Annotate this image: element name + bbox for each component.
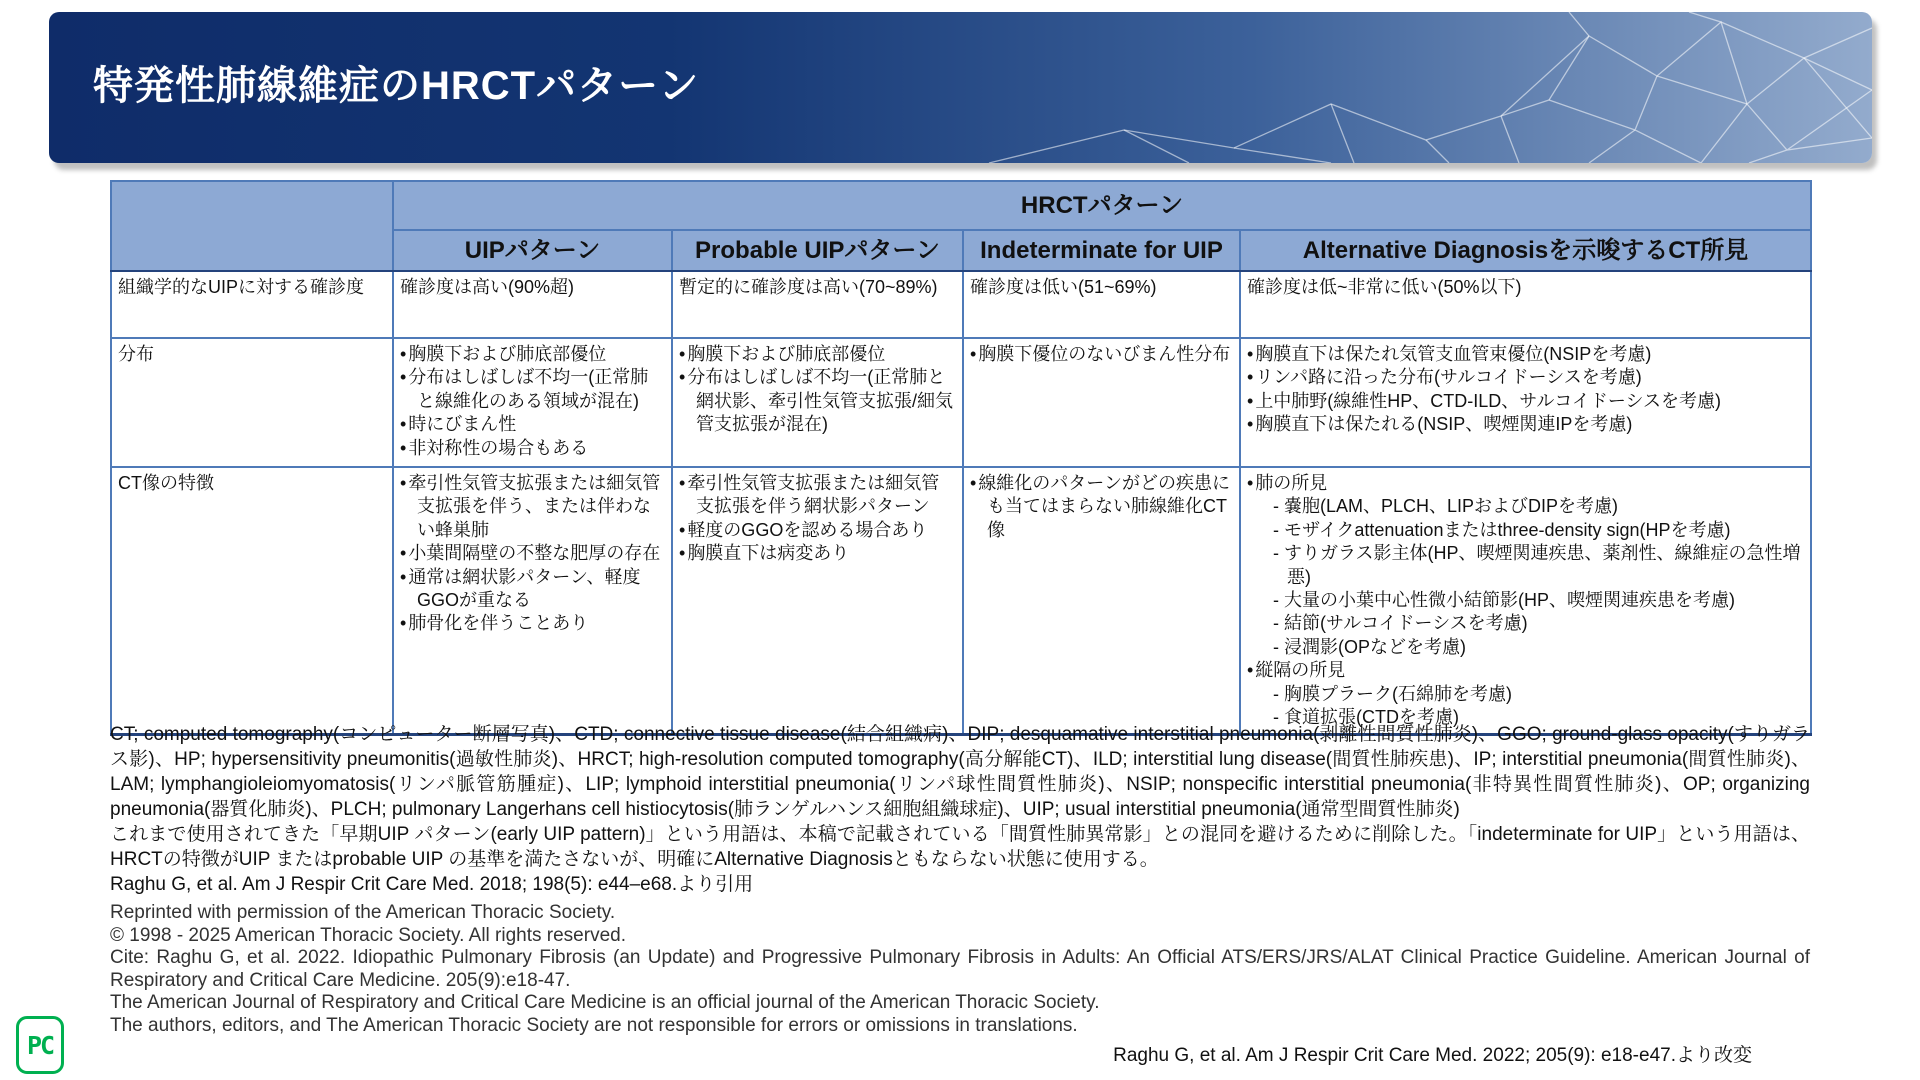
- sub-item: - 浸潤影(OPなどを考慮): [1247, 636, 1804, 659]
- table-cell: [393, 271, 672, 338]
- bullet-item: • 胸膜直下は保たれ気管支血管束優位(NSIPを考慮): [1247, 343, 1804, 366]
- permission-block: [110, 902, 1810, 1037]
- sub-item: - 大量の小葉中心性微小結節影(HP、喫煙関連疾患を考慮): [1247, 589, 1804, 612]
- table-cell: [672, 467, 963, 735]
- sub-item: - 胸膜プラーク(石綿肺を考慮): [1247, 683, 1804, 706]
- journal-line: The American Journal of Respiratory and Critical Care Medicine is an official journal of the American Thoracic Society.: [110, 992, 1100, 1013]
- bullet-item: • 小葉間隔壁の不整な肥厚の存在: [400, 542, 665, 565]
- disclaimer-line: The authors, editors, and The American Thoracic Society are not responsible for errors or omissions in translations.: [110, 1014, 1078, 1036]
- table-cell: [1240, 271, 1811, 338]
- cell-text: 暫定的に確診度は高い(70~89%): [679, 277, 938, 297]
- table-cell: [672, 338, 963, 467]
- bullet-item: • 肺骨化を伴うことあり: [400, 612, 665, 635]
- sub-item: - 結節(サルコイドーシスを考慮): [1247, 612, 1804, 635]
- cell-text: 確診度は低~非常に低い(50%以下): [1247, 277, 1522, 297]
- slide-header-banner: [49, 12, 1872, 163]
- cell-text: 確診度は低い(51~69%): [970, 277, 1157, 297]
- abbreviations-note: CT; computed tomography(コンピューター断層写真)、CTD; connective tissue disease(結合組織病)、DIP; desquamative interstitial pneumonia(剥離性間質性肺炎)、GGO; ground-glass opacity(すりガラス影)、HP; hypersensitivity pneumonitis(過敏性肺炎)、HRCT; high-resolution computed tomography(高分解能CT)、ILD; interstitial lung disease(間質性肺疾患)、IP; interstitial pneumonia(間質性肺炎)、LAM; lymphangioleiomyomatosis(リンパ脈管筋腫症)、LIP; lymphoid interstitial pneumonia(リンパ球性間質性肺炎)、NSIP; nonspecific interstitial pneumonia(非特異性間質性肺炎)、OP; organizing pneumonia(器質化肺炎)、PLCH; pulmonary Langerhans cell histiocytosis(肺ランゲルハンス細胞組織球症)、UIP; usual interstitial pneumonia(通常型間質性肺炎): [110, 724, 1810, 820]
- bullet-item: • 線維化のパターンがどの疾患にも当てはまらない肺線維化CT像: [970, 472, 1233, 542]
- bullet-item: • 胸膜下および肺底部優位: [679, 343, 956, 366]
- citation-2022: Raghu G, et al. Am J Respir Crit Care Med. 2022; 205(9): e18-e47.より改変: [1113, 1045, 1752, 1066]
- table-cell: [1240, 467, 1811, 735]
- bullet-item: • 牽引性気管支拡張または細気管支拡張を伴う網状影パターン: [679, 472, 956, 519]
- bullet-item: • 分布はしばしば不均一(正常肺と網状影、牽引性気管支拡張/細気管支拡張が混在): [679, 366, 956, 436]
- table-cell: [393, 338, 672, 467]
- permission-line: Reprinted with permission of the American Thoracic Society.: [110, 902, 616, 923]
- bullet-item: • 胸膜直下は保たれる(NSIP、喫煙関連IPを考慮): [1247, 413, 1804, 436]
- table-cell: [1240, 338, 1811, 467]
- footnote-block: [110, 722, 1810, 897]
- copyright-line: © 1998 - 2025 American Thoracic Society. All rights reserved.: [110, 924, 626, 946]
- table-cell: [963, 271, 1240, 338]
- bullet-item: • リンパ路に沿った分布(サルコイドーシスを考慮): [1247, 366, 1804, 389]
- corner-cell: [111, 181, 393, 271]
- cite-line: Cite: Raghu G, et al. 2022. Idiopathic Pulmonary Fibrosis (an Update) and Progressive Pulmonary Fibrosis in Adults: An Official ATS/ERS/JRS/ALAT Clinical Practice Guideline. American Journal of Respiratory and Critical Care Medicine. 205(9):e18-47.: [110, 947, 1810, 991]
- bullet-item: • 縦隔の所見: [1247, 659, 1804, 682]
- bullet-item: • 通常は網状影パターン、軽度GGOが重なる: [400, 566, 665, 613]
- col-header-uip: UIPパターン: [393, 230, 672, 271]
- table-cell: [963, 338, 1240, 467]
- bullet-item: • 軽度のGGOを認める場合あり: [679, 519, 956, 542]
- cell-text: 確診度は高い(90%超): [400, 277, 575, 297]
- bullet-item: • 上中肺野(線維性HP、CTD-ILD、サルコイドーシスを考慮): [1247, 390, 1804, 413]
- page-title: 特発性肺線維症のHRCTパターン: [93, 64, 700, 108]
- sub-item: - すりガラス影主体(HP、喫煙関連疾患、薬剤性、線維症の急性増悪): [1247, 542, 1804, 589]
- bullet-item: • 時にびまん性: [400, 413, 665, 436]
- hrct-pattern-table: [110, 180, 1812, 736]
- row-label-confidence: 組織学的なUIPに対する確診度: [111, 271, 393, 338]
- col-header-indeterminate: Indeterminate for UIP: [963, 230, 1240, 271]
- pc-logo: PC: [16, 1016, 64, 1074]
- row-label-distribution: 分布: [111, 338, 393, 467]
- table-cell: [393, 467, 672, 735]
- row-label-ct-features: CT像の特徴: [111, 467, 393, 735]
- bullet-item: • 分布はしばしば不均一(正常肺と線維化のある領域が混在): [400, 366, 665, 413]
- span-header: HRCTパターン: [393, 181, 1811, 230]
- col-header-probable-uip: Probable UIPパターン: [672, 230, 963, 271]
- bullet-item: • 非対称性の場合もある: [400, 437, 665, 460]
- bullet-item: • 牽引性気管支拡張または細気管支拡張を伴う、または伴わない蜂巣肺: [400, 472, 665, 542]
- bullet-item: • 胸膜直下は病変あり: [679, 542, 956, 565]
- terminology-note: これまで使用されてきた「早期UIP パターン(early UIP pattern)」という用語は、本稿で記載されている「間質性肺異常影」との混同を避けるために削除した。「indeterminate for UIP」という用語は、HRCTの特徴がUIP またはprobable UIP の基準を満たさないが、明確にAlternative Diagnosisともならない状態に使用する。: [110, 824, 1810, 870]
- citation-2018: Raghu G, et al. Am J Respir Crit Care Med. 2018; 198(5): e44–e68.より引用: [110, 874, 754, 895]
- bullet-item: • 胸膜下および肺底部優位: [400, 343, 665, 366]
- table-cell: [963, 467, 1240, 735]
- table-cell: [672, 271, 963, 338]
- hrct-pattern-table-wrapper: [110, 180, 1810, 736]
- sub-item: - 嚢胞(LAM、PLCH、LIPおよびDIPを考慮): [1247, 495, 1804, 518]
- col-header-alternative: Alternative Diagnosisを示唆するCT所見: [1240, 230, 1811, 271]
- sub-item: - モザイクattenuationまたはthree-density sign(HPを考慮): [1247, 519, 1804, 542]
- sub-item: - 食道拡張(CTDを考慮): [1247, 706, 1804, 729]
- bullet-item: • 胸膜下優位のないびまん性分布: [970, 343, 1233, 366]
- bullet-item: • 肺の所見: [1247, 472, 1804, 495]
